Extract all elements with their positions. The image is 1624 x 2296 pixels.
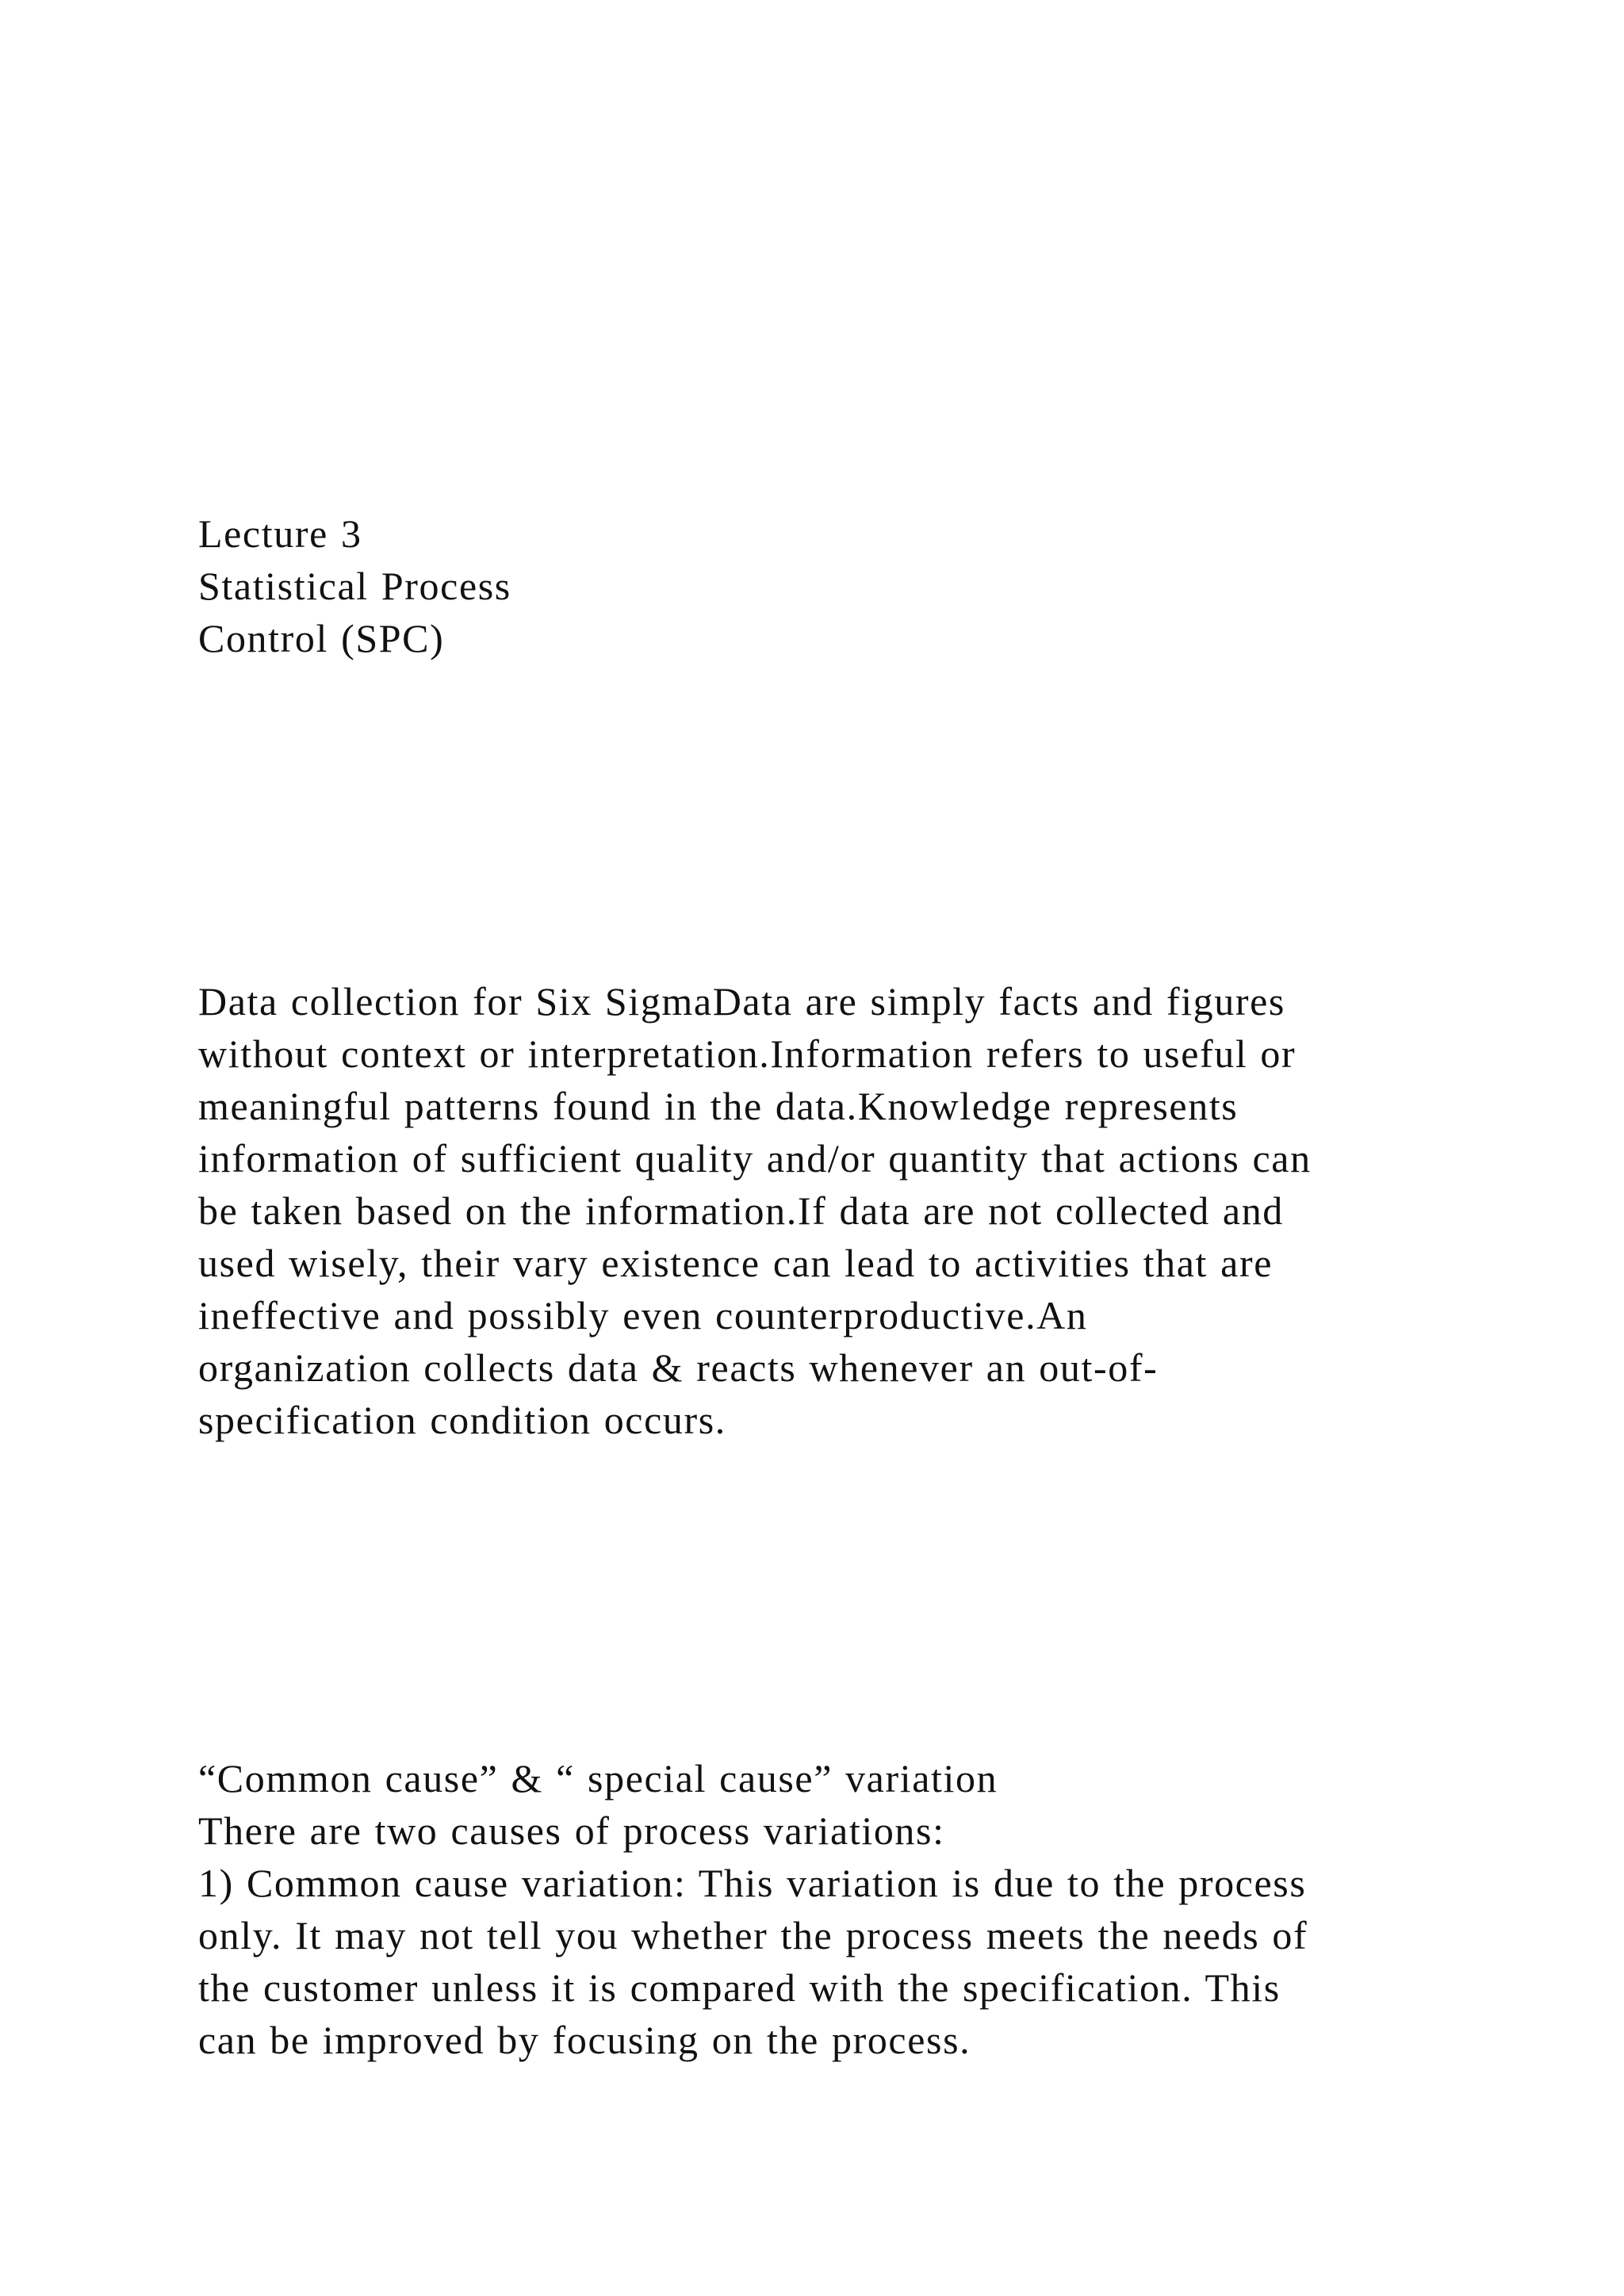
paragraph-line: meaningful patterns found in the data.Knowledge represents — [198, 1084, 1239, 1128]
paragraph-line: used wisely, their vary existence can lead to activities that are — [198, 1241, 1273, 1285]
paragraph-line: without context or interpretation.Information refers to useful or — [198, 1031, 1297, 1076]
title-line: Statistical Process — [198, 564, 511, 608]
lecture-title — [198, 507, 1451, 664]
paragraph-line: organization collects data & reacts whenever an out-of- — [198, 1345, 1159, 1390]
paragraph-line: the customer unless it is compared with the specification. This — [198, 1965, 1281, 2010]
title-line: Lecture 3 — [198, 511, 362, 556]
data-collection-paragraph — [198, 975, 1451, 1446]
paragraph-line: only. It may not tell you whether the process meets the needs of — [198, 1913, 1308, 1957]
section-heading: “Common cause” & “ special cause” variation — [198, 1756, 998, 1800]
paragraph-line: There are two causes of process variations: — [198, 1808, 945, 1853]
paragraph-line: 1) Common cause variation: This variation is due to the process — [198, 1861, 1307, 1905]
paragraph-line: be taken based on the information.If data are not collected and — [198, 1188, 1284, 1233]
paragraph-line: can be improved by focusing on the process. — [198, 2018, 971, 2062]
paragraph-line: ineffective and possibly even counterproductive.An — [198, 1293, 1088, 1337]
title-line: Control (SPC) — [198, 616, 445, 660]
paragraph-line: specification condition occurs. — [198, 1398, 726, 1442]
variation-section — [198, 1752, 1451, 2066]
paragraph-line: information of sufficient quality and/or quantity that actions can — [198, 1136, 1312, 1181]
paragraph-line: Data collection for Six SigmaData are simply facts and figures — [198, 979, 1285, 1024]
